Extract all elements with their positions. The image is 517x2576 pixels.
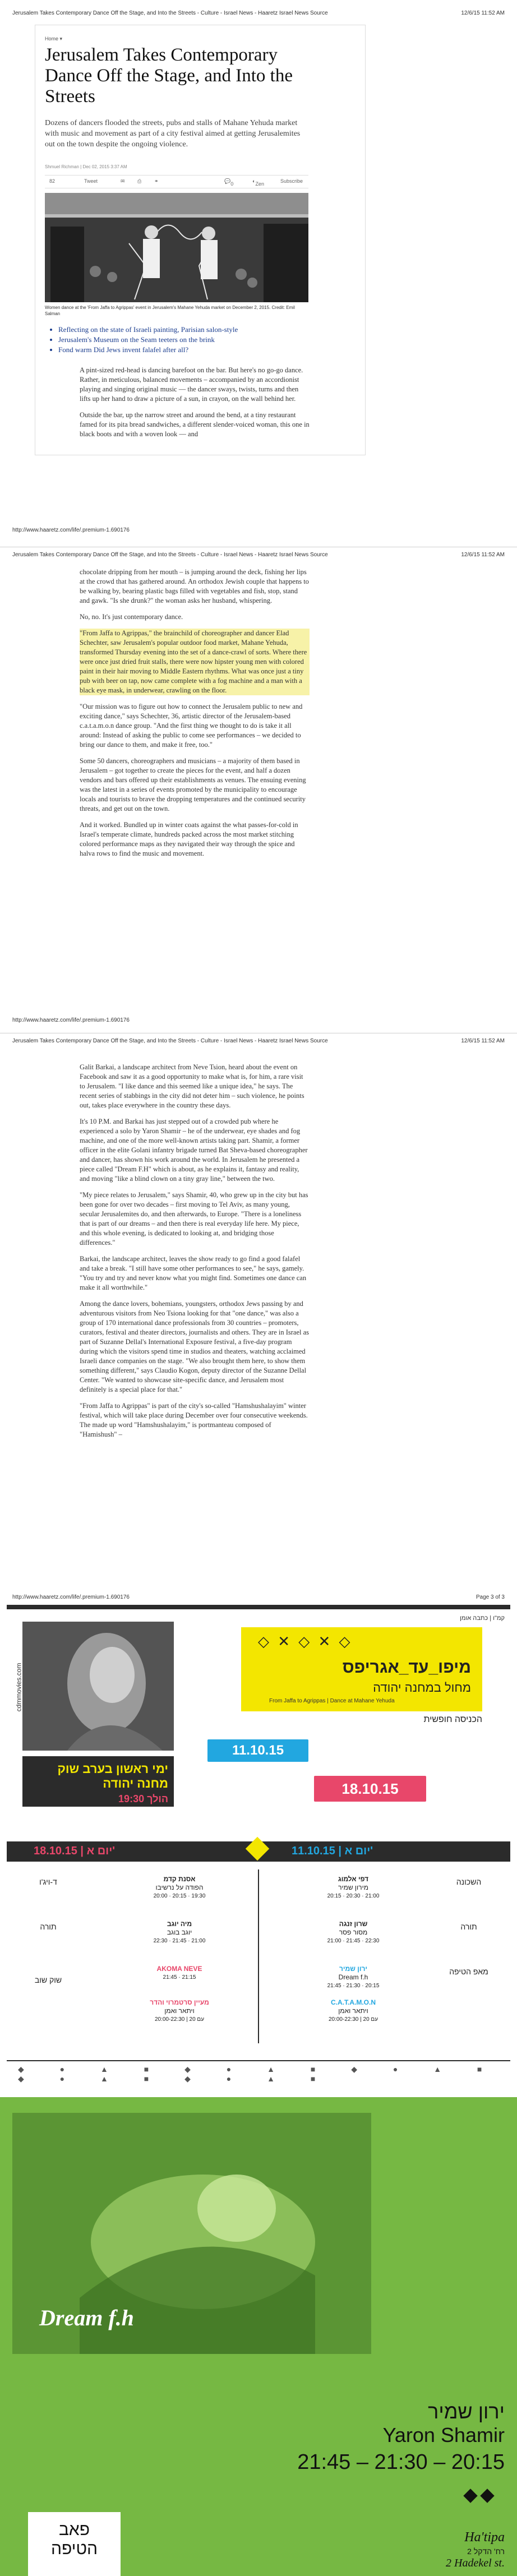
performer-name: דפי אלמוג <box>338 1875 369 1883</box>
footer-url: http://www.haaretz.com/life/.premium-1.690176 <box>12 1594 130 1600</box>
performance-title: ויתאר ואמן <box>338 2007 368 2015</box>
diamond-icon <box>480 2489 494 2503</box>
header-date: 12/6/15 11:52 AM <box>461 552 505 558</box>
schedule-item-left <box>118 1998 241 2024</box>
artist-hebrew: ירון שמיר <box>428 2400 505 2423</box>
performance-title: Dream f.h <box>338 1973 368 1981</box>
venue-right: מאפ הטיפה <box>449 1967 488 1976</box>
venue-right: השכונה <box>456 1877 482 1886</box>
zen-button[interactable]: ◐ Zen <box>252 178 264 187</box>
artist-english: Yaron Shamir <box>382 2423 505 2446</box>
comments-icon[interactable]: 💬 0 <box>224 178 234 187</box>
related-links <box>50 325 311 355</box>
market-photo-illustration <box>45 193 308 302</box>
paragraph: A pint-sized red-head is dancing barefoot on the bar. But here's no go-go dance. Rather, in meticulous, balanced movements – accompanied by an accordionist playing and singing original music — the dancer sways, twists, turns and then lifts up her hand to draw a picture of a sun, in crayon, on the wall behind her. <box>80 366 303 403</box>
paragraph: "Our mission was to figure out how to connect the Jerusalem public to new and exciting dance," says Schechter, 36, artistic director of the Jerusalem-based c.a.t.a.m.o.n dance group. "And the first thing we thought to do is take it all around: Instead of asking the public to come see performances – we decided to bring our dance to them, and make it free, too." <box>80 703 303 749</box>
print-header <box>12 10 505 18</box>
performer-name: שרון זנגה <box>339 1920 368 1928</box>
performance-times: 20:00-22:30 | עם 20 <box>328 2016 378 2023</box>
performance-times: 21:45 · 21:30 · 20:15 <box>327 1983 380 1989</box>
schedule-item-right <box>292 1920 415 1945</box>
performance-times: 21:00 · 21:45 · 22:30 <box>327 1938 380 1944</box>
print-header <box>12 1038 505 1046</box>
footer-url: http://www.haaretz.com/life/.premium-1.690176 <box>12 527 130 533</box>
print-icon[interactable]: ⎙ <box>137 178 142 184</box>
schedule-item-left <box>118 1875 241 1900</box>
poster-brand-vertical: cdmmovies.com <box>15 1663 23 1712</box>
schedule-item-left <box>118 1965 241 1982</box>
related-link[interactable]: • Reflecting on the state of Israeli painting, Parisian salon-style <box>58 325 311 335</box>
venue-left: ד-ויג'ו <box>39 1877 57 1886</box>
venue-address-hebrew: רח' הדקל 2 <box>467 2547 505 2556</box>
header-date: 12/6/15 11:52 AM <box>461 1038 505 1044</box>
poster-subtitle-hebrew: מחול במחנה יהודה <box>373 1681 471 1695</box>
footer-url: http://www.haaretz.com/life/.premium-1.690176 <box>12 1017 130 1023</box>
article-photo <box>45 193 308 302</box>
paragraph: "From Jaffa to Agrippas" is part of the city's so-called "Hamshushalayim" winter festival, which will take place during December over four consecutive weekends. The made up word "Hamshushalayim," is portmanteau composed of "Hamishush" – <box>80 1402 308 1438</box>
article-byline: Shmuel Richman | Dec 02, 2015 3:37 AM <box>45 164 127 169</box>
pdf-page-3 <box>0 1033 517 1605</box>
performance-times: 20:00-22:30 | עם 20 <box>154 2016 205 2023</box>
performer-name: מיה יוגב <box>167 1920 192 1928</box>
day-bar-right: 11.10.15 | יום א' <box>292 1845 373 1857</box>
paragraph: No, no. It's just contemporary dance. <box>80 613 183 621</box>
tweet-button[interactable]: Tweet <box>84 178 98 184</box>
print-footer <box>12 1017 505 1025</box>
article-headline: Jerusalem Takes Contemporary Dance Off the Stage, and Into the Streets <box>45 45 293 107</box>
performer-name: ירון שמיר <box>339 1965 368 1973</box>
date-badge-left: 11.10.15 <box>207 1739 308 1762</box>
sponsor-icons: ◆ ● ▲ ■ ◆ ● ▲ ■ ◆ ● ▲ ■ ◆ ● ▲ ■ ◆ ● ▲ ■ <box>18 2065 499 2083</box>
paragraph: Among the dance lovers, bohemians, youngsters, orthodox Jews passing by and adventurous visitors from Neo Tsiona looking for that "one dance," was also a group of 170 international dance professionals from 30 countries – promoters, curators, festival and theater directors, journalists and others. They are in Israel as part of Suzanne Dellal's International Exposure festival, a five-day program during which the visitors spend time in studios and theaters, watching acclaimed Israeli dance companies on the stage. "We also brought them here, to show them something different," says Claudio Kogon, deputy director of the Suzanne Dellal Center. "We wanted to showcase site-specific dance, and Jerusalem most definitely is a special place for that." <box>80 1300 309 1393</box>
performance-title: מירון שמיר <box>338 1883 368 1891</box>
poster-top-bar <box>7 1605 510 1609</box>
breadcrumb[interactable] <box>45 36 62 42</box>
schedule-divider <box>258 1869 259 2043</box>
poster-top-hebrew: קמ"ו | כתבה אומן <box>460 1615 505 1622</box>
schedule-item-right <box>292 1875 415 1900</box>
article-body-p2 <box>80 567 310 865</box>
article-subtitle: Dozens of dancers flooded the streets, pubs and stalls of Mahane Yehuda market with music and movement as part of a city festival aimed at getting Jerusalemites out on the town despite the ongoing violence. <box>45 119 301 149</box>
venue-right: תורה <box>460 1922 477 1931</box>
poster-photo <box>22 1622 174 1751</box>
performance-times: 22:30 · 21:45 · 21:00 <box>153 1938 206 1944</box>
performance-title: מסור פסר <box>339 1928 368 1936</box>
page-number: Page 3 of 3 <box>476 1594 505 1600</box>
artist-times: 21:45 – 21:30 – 20:15 <box>297 2450 505 2474</box>
print-footer <box>12 527 505 535</box>
print-footer <box>12 1594 505 1602</box>
paragraph: chocolate dripping from her mouth – is jumping around the deck, fishing her lips at the crowd that has gathered around. An orthodox Jewish couple that happens to be walking by, bearing plastic bags filled with vegetables and fish, stop, stand and gawk. "Is she drunk?" the woman asks her husband, whispering. <box>80 568 309 604</box>
paragraph: And it worked. Bundled up in winter coats against the what passes-for-cold in Israel's temperate climate, hundreds packed across the most market stitching colored performance maps as they navigated their way through the spice and halva rows to find the music and movement. <box>80 821 298 857</box>
chevron-down-icon: ▾ <box>59 36 63 41</box>
pdf-page-2 <box>0 547 517 1033</box>
pdf-page-1 <box>0 0 517 547</box>
article-body-p1 <box>80 366 310 446</box>
print-header <box>12 552 505 560</box>
performer-name: AKOMA NEVE <box>156 1965 202 1973</box>
zen-label: Zen <box>255 181 264 187</box>
venue-english: Ha'tipa <box>464 2530 505 2545</box>
date-badge-right: 18.10.15 <box>314 1776 426 1802</box>
performer-name: אסנת קדמ <box>163 1875 196 1883</box>
performance-times: 20:00 · 20:15 · 19:30 <box>153 1893 206 1899</box>
day-bar-left: 18.10.15 | יום א' <box>34 1845 116 1857</box>
paragraph: Some 50 dancers, choreographers and musicians – a majority of them based in Jerusalem – got together to create the pieces for the event, and half a dozen vendors and bars offered up their establishments as venues. The ensuing evening was the latest in a series of events promoted by the municipality to encourage locals and tourists to brave the dropping temperatures and the continued security threats, and get out on the town. <box>80 757 306 812</box>
poster-top <box>0 1605 517 1830</box>
performer-name: מעיין סרטמרוי והדר <box>150 1998 209 2006</box>
dancer-photo-illustration <box>22 1622 174 1751</box>
poster-event-hebrew: מיפו_עד_אגריפס <box>342 1658 471 1677</box>
venue-left: תורה <box>40 1922 57 1931</box>
photo-caption: Women dance at the 'From Jaffa to Agrippas' event in Jerusalem's Mahane Yehuda market on December 2, 2015. Credit: Emil Salman <box>45 305 295 316</box>
email-icon[interactable]: ✉ <box>121 178 125 184</box>
diamond-icon <box>463 2489 477 2503</box>
link-icon[interactable]: ⚭ <box>154 178 159 184</box>
schedule-item-left <box>118 1920 241 1945</box>
green-title: Dream f.h <box>39 2305 134 2330</box>
header-title: Jerusalem Takes Contemporary Dance Off the Stage, and Into the Streets - Culture - Israel News - Haaretz Israel News Source <box>12 10 328 16</box>
schedule-item-right <box>292 1998 415 2024</box>
poster-schedule <box>0 1830 517 2097</box>
performance-times: 20:15 · 20:30 · 21:00 <box>327 1893 380 1899</box>
article-body-p3 <box>80 1063 310 1446</box>
venue-left: שוק שוב <box>34 1975 62 1984</box>
paragraph: It's 10 P.M. and Barkai has just stepped out of a crowded pub where he experienced a solo by Yaron Shamir – he of the underwear, eye shades and fog machine, and one of the more well-known artists taking part. Shamir, a former officer in the elite Golani infantry brigade turned Bat Sheva-based choreographer and dancer, has shown his work around the world. In Jerusalem he presented a piece called "Dream F.H" which is about, as he explains it, fantasy and reality, and moving "like a blind clown on a tiny gray line," between the two. <box>80 1118 308 1183</box>
poster-days-hebrew: ימי ראשון בערב שוק מחנה יהודה <box>57 1762 168 1790</box>
paragraph-highlighted: "From Jaffa to Agrippas," the brainchild of choreographer and dancer Elad Schechter, saw Jerusalem's popular outdoor food market, Mahane Yehuda, transformed Thursday evening into the set of a dance-crawl of sorts. Where there were once just dried fruit stalls, there were now hipster young men with colored paint in their hair moving to Middle Eastern rhythms. What was once just a tiny pub with beer on tap, now came complete with a fog machine and a man with a black eye mask, in underwear, crawling on the floor. <box>80 629 310 695</box>
header-title: Jerusalem Takes Contemporary Dance Off the Stage, and Into the Streets - Culture - Israel News - Haaretz Israel News Source <box>12 1038 328 1044</box>
poster-symbols: ◇ ✕ ◇ ✕ ◇ <box>258 1633 353 1650</box>
performance-title: ויתאר ואמן <box>164 2007 195 2015</box>
performance-title: הפודה על נרשיבו <box>155 1883 204 1891</box>
performer-name: C.A.T.A.M.O.N <box>331 1998 376 2006</box>
header-date: 12/6/15 11:52 AM <box>461 10 505 16</box>
related-link[interactable]: • Fond warm Did Jews invent falafel after all? <box>58 345 311 355</box>
poster-english-sub: From Jaffa to Agrippas | Dance at Mahane Yehuda <box>269 1698 395 1704</box>
header-title: Jerusalem Takes Contemporary Dance Off the Stage, and Into the Streets - Culture - Israel News - Haaretz Israel News Source <box>12 552 328 558</box>
venue-hebrew: פאב הטיפה <box>50 2520 98 2558</box>
breadcrumb-home[interactable]: Home <box>45 36 59 41</box>
poster-time-hebrew: הולך 19:30 <box>118 1793 168 1804</box>
paragraph: Outside the bar, up the narrow street and around the bend, at a tiny restaurant famed for its pita bread sandwiches, a different slender-voiced woman, this one in black boots and with a woven look — and <box>80 411 310 438</box>
comment-count: 0 <box>230 181 234 187</box>
performance-title: יוגב בוגב <box>167 1928 192 1936</box>
paragraph: Barkai, the landscape architect, leaves the show ready to go find a good falafel and take a break. "I still have some other performances to see," he says, gamely. "You try and try and never know what you might find. Sometimes one dance can make it all worthwhile." <box>80 1255 307 1291</box>
related-link[interactable]: • Jerusalem's Museum on the Seam teeters on the brink <box>58 335 311 345</box>
schedule-item-right <box>292 1965 415 1990</box>
social-bar <box>45 175 308 188</box>
paragraph: "My piece relates to Jerusalem," says Shamir, 40, who grew up in the city but has been gone for over two decades – first moving to Tel Aviv, as many young, secular Jerusalemites do, and then afterwards, to Europe. "There is a loneliness that is part of our dreams – and then there is real everyday life here. My piece, and this whole evening, is dedicated to looking at, and bridging those differences." <box>80 1191 308 1247</box>
poster-entry: הכניסה חופשית <box>423 1715 482 1724</box>
subscribe-button[interactable]: Subscribe <box>280 178 303 184</box>
paragraph: Galit Barkai, a landscape architect from Neve Tsion, heard about the event on Facebook and saw it as a good opportunity to make what is, for him, a rare visit to Jerusalem. "I like dance and this seemed like a unique idea," he says. The recent series of stabbings in the city did not deter him – such violence, he points out, takes place everywhere in the country these days. <box>80 1063 304 1109</box>
performance-times: 21:45 · 21:15 <box>163 1974 196 1981</box>
share-count: 82 <box>49 178 56 184</box>
venue-address-english: 2 Hadekel st. <box>446 2557 505 2569</box>
poster-green <box>0 2097 517 2576</box>
sponsor-logo-strip <box>7 2060 510 2083</box>
